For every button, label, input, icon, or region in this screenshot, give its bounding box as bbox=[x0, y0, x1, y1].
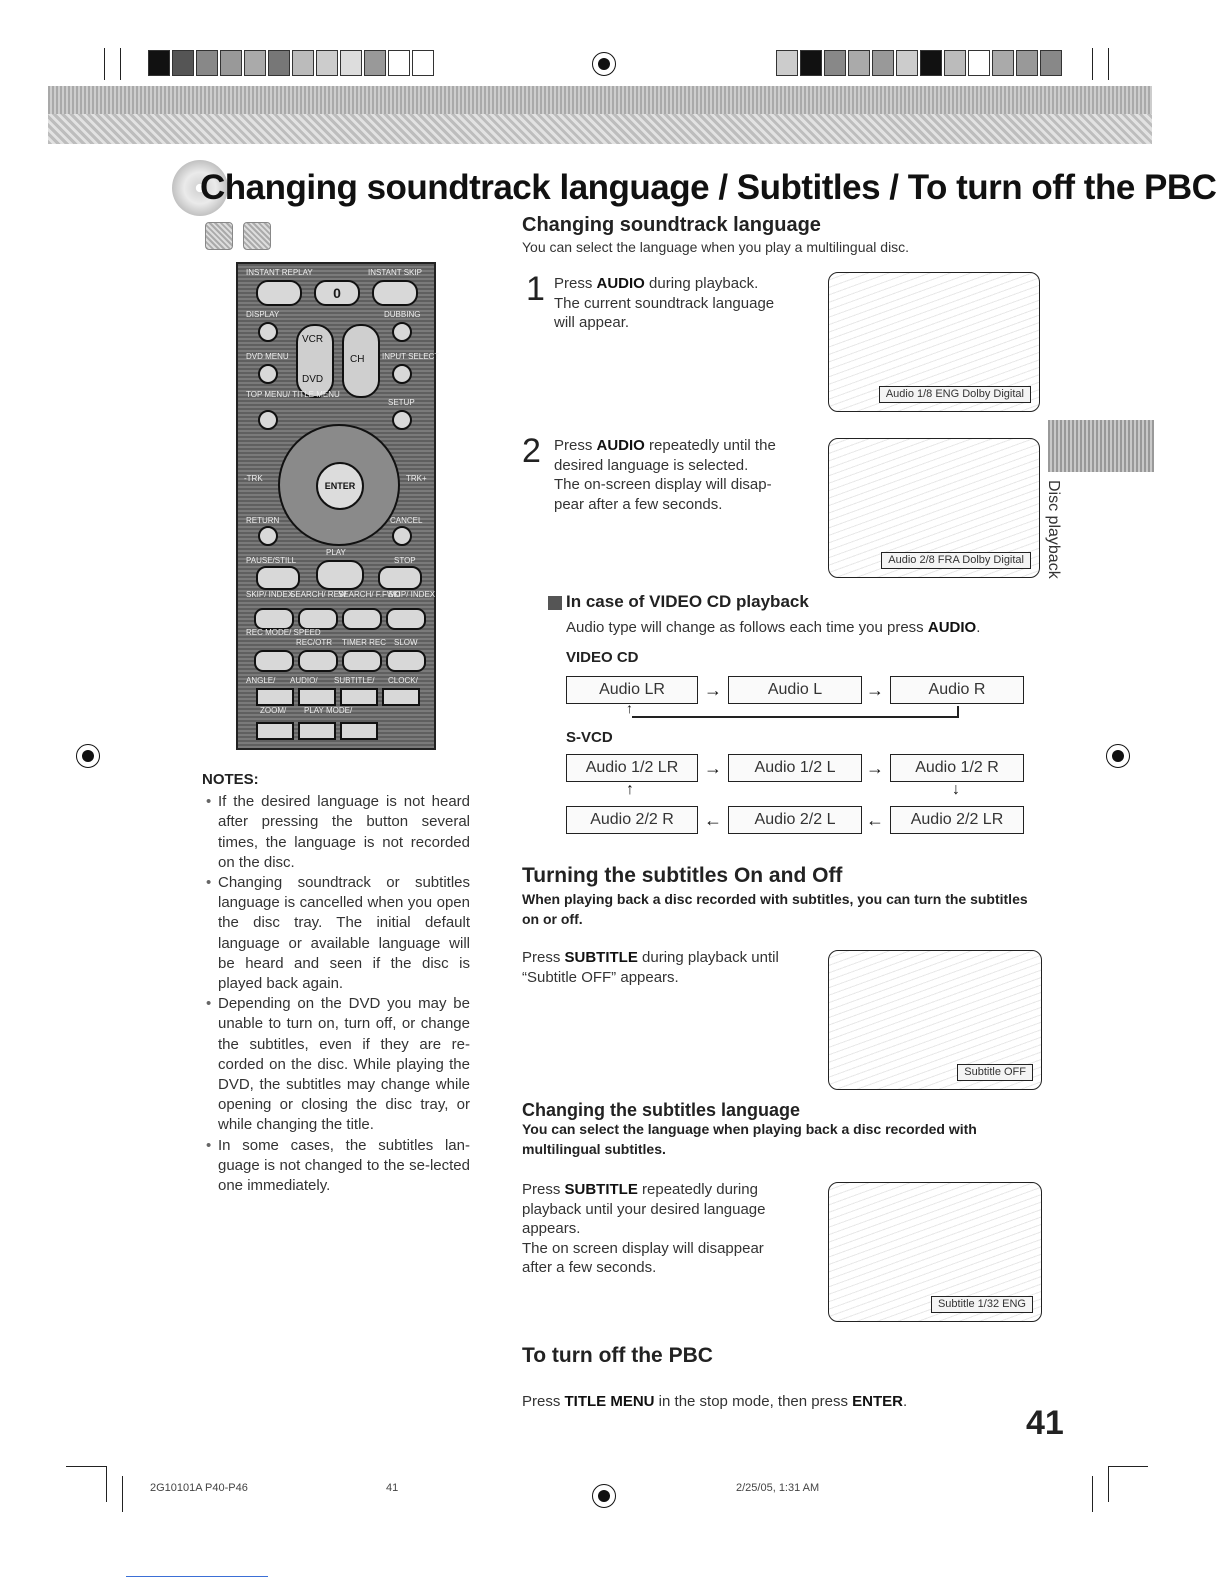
vcd-format-icon bbox=[243, 222, 271, 250]
remote-label: INSTANT SKIP bbox=[368, 268, 422, 277]
page-title: Changing soundtrack language / Subtitles / To turn off the PBC bbox=[200, 168, 1217, 207]
arrow-right-icon: → bbox=[704, 758, 722, 778]
subtitle-language-heading: Changing the subtitles language bbox=[522, 1100, 801, 1120]
audio-mode-box: Audio 2/2 L bbox=[728, 806, 862, 834]
crop-mark bbox=[120, 48, 121, 80]
osd-label: Subtitle 1/32 ENG bbox=[931, 1296, 1033, 1313]
dvd-format-icon bbox=[205, 222, 233, 250]
play-button-icon bbox=[316, 560, 364, 590]
section-tab bbox=[1048, 420, 1154, 472]
crop-mark bbox=[1108, 1466, 1148, 1467]
crop-mark bbox=[106, 1466, 107, 1502]
tv-screen-subtitle-off bbox=[828, 950, 1042, 1090]
record-button-icon bbox=[298, 650, 338, 672]
remote-label: DVD MENU bbox=[246, 352, 289, 361]
crop-mark bbox=[1108, 48, 1109, 80]
footer-page: 41 bbox=[386, 1482, 399, 1494]
enter-button-icon bbox=[316, 462, 364, 510]
remote-label: TRK+ bbox=[406, 474, 427, 483]
header-band-pattern bbox=[48, 114, 1152, 144]
audio-button-icon bbox=[298, 688, 336, 706]
crop-mark bbox=[122, 1476, 123, 1512]
remote-label: SUBTITLE/ bbox=[334, 676, 375, 685]
dubbing-button-icon bbox=[392, 322, 412, 342]
audio-mode-box: Audio 1/2 R bbox=[890, 754, 1024, 782]
remote-label: INPUT SELECT bbox=[382, 352, 440, 361]
crop-mark bbox=[1092, 1476, 1093, 1512]
notes-section bbox=[202, 770, 470, 1196]
vcd-heading: In case of VIDEO CD playback bbox=[566, 592, 809, 611]
arrow-right-icon: → bbox=[866, 680, 884, 700]
color-registration-bar-right bbox=[776, 50, 1064, 76]
arrow-right-icon: → bbox=[866, 758, 884, 778]
note-item: • If the desired language is not heard after pressing the button several times, the language is not recorded on the disc. bbox=[206, 792, 470, 873]
pbc-heading: To turn off the PBC bbox=[522, 1344, 713, 1367]
arrow-down-icon: ↓ bbox=[952, 781, 960, 798]
arrow-up-icon: ↑ bbox=[626, 781, 634, 798]
enter-label: ENTER bbox=[324, 481, 356, 491]
footer-underline bbox=[126, 1576, 268, 1577]
arrow-left-icon: ← bbox=[704, 810, 722, 830]
audio-mode-box: Audio 2/2 LR bbox=[890, 806, 1024, 834]
audio-mode-box: Audio 1/2 LR bbox=[566, 754, 698, 782]
remote-label: PAUSE/STILL bbox=[246, 556, 297, 565]
remote-label: SEARCH/ F.FWD bbox=[338, 590, 401, 599]
audio-mode-box: Audio 1/2 L bbox=[728, 754, 862, 782]
remote-label: SKIP/ INDEX bbox=[388, 590, 436, 599]
play-mode-button-icon bbox=[298, 722, 336, 740]
remote-label: SKIP/ INDEX bbox=[246, 590, 294, 599]
zero-button-icon bbox=[314, 280, 360, 306]
remote-label: VCR bbox=[302, 334, 324, 345]
remote-label: TOP MENU/ TITLE MENU bbox=[246, 390, 340, 399]
remote-label: SETUP bbox=[388, 398, 415, 407]
soundtrack-heading: Changing soundtrack language bbox=[522, 214, 821, 236]
remote-label: ZOOM/ bbox=[260, 706, 287, 715]
clock-button-icon bbox=[382, 688, 420, 706]
instant-replay-button-icon bbox=[256, 280, 302, 306]
return-button-icon bbox=[258, 526, 278, 546]
loop-line bbox=[632, 716, 958, 718]
footer-timestamp: 2/25/05, 1:31 AM bbox=[736, 1482, 820, 1494]
input-select-button-icon bbox=[392, 364, 412, 384]
arrow-up-icon: ↑ bbox=[626, 700, 633, 716]
osd-label: Audio 1/8 ENG Dolby Digital bbox=[879, 386, 1031, 403]
remote-label: CLOCK/ bbox=[388, 676, 418, 685]
crop-mark bbox=[1092, 48, 1093, 80]
note-item: • Changing soundtrack or subtitles language is cancelled when you open the disc tray. The initial default language or available language will be heard and seen if the disc is played back again. bbox=[206, 873, 470, 994]
remote-label: CH bbox=[350, 354, 365, 365]
step1-text: Press AUDIO during playback. The current soundtrack language will appear. bbox=[554, 275, 775, 331]
timer-rec-button-icon bbox=[342, 650, 382, 672]
tv-screen-audio-1 bbox=[828, 272, 1040, 412]
registration-mark-icon bbox=[592, 52, 616, 76]
subtitle-language-subheading: You can select the language when playing back a disc recorded with multilingual subtitles. bbox=[522, 1121, 977, 1157]
remote-label: REC MODE/ SPEED bbox=[246, 628, 321, 637]
skip-back-button-icon bbox=[254, 608, 294, 630]
tv-screen-subtitle-language bbox=[828, 1182, 1042, 1322]
setup-button-icon bbox=[392, 410, 412, 430]
video-cd-label: VIDEO CD bbox=[566, 649, 639, 666]
notes-title: NOTES: bbox=[202, 771, 259, 788]
title-menu-button-icon bbox=[258, 410, 278, 430]
page-number: 41 bbox=[1026, 1404, 1064, 1442]
repeat-button-icon bbox=[340, 722, 378, 740]
remote-label: ANGLE/ bbox=[246, 676, 276, 685]
subtitles-text: Press SUBTITLE during playback until “Subtitle OFF” appears. bbox=[522, 949, 779, 986]
crop-mark bbox=[104, 48, 105, 80]
vcd-text: Audio type will change as follows each time you press AUDIO. bbox=[566, 619, 981, 636]
remote-control-illustration bbox=[236, 262, 440, 750]
step2-text: Press AUDIO repeatedly until the desired language is selected. The on-screen display will disap- pear after a few seconds. bbox=[554, 437, 776, 513]
remote-label: CANCEL bbox=[390, 516, 423, 525]
loop-line bbox=[957, 706, 959, 718]
svcd-label: S-VCD bbox=[566, 729, 613, 746]
remote-label: -TRK bbox=[244, 474, 263, 483]
square-bullet-icon bbox=[548, 596, 562, 610]
remote-label: DUBBING bbox=[384, 310, 421, 319]
angle-button-icon bbox=[256, 688, 294, 706]
remote-label: RETURN bbox=[246, 516, 280, 525]
cancel-button-icon bbox=[392, 526, 412, 546]
subtitles-heading: Turning the subtitles On and Off bbox=[522, 864, 843, 887]
remote-label: TIMER REC bbox=[342, 638, 386, 647]
pause-button-icon bbox=[256, 566, 300, 590]
remote-label: REC/OTR bbox=[296, 638, 332, 647]
display-button-icon bbox=[258, 322, 278, 342]
fast-forward-button-icon bbox=[342, 608, 382, 630]
audio-mode-box: Audio L bbox=[728, 676, 862, 704]
section-tab-label: Disc playback bbox=[1045, 480, 1062, 579]
soundtrack-intro: You can select the language when you play a multilingual disc. bbox=[522, 239, 910, 255]
osd-label: Subtitle OFF bbox=[957, 1064, 1033, 1081]
registration-mark-icon bbox=[592, 1484, 616, 1508]
remote-label: STOP bbox=[394, 556, 416, 565]
color-registration-bar-left bbox=[148, 50, 436, 76]
arrow-right-icon: → bbox=[704, 680, 722, 700]
note-item: • Depending on the DVD you may be unable to turn on, turn off, or change the subtitles, even if they are re-corded on the disc. While playing the DVD, the subtitles may change while opening or closing the disc tray, or while changing the title. bbox=[206, 994, 470, 1135]
skip-forward-button-icon bbox=[386, 608, 426, 630]
remote-label: DISPLAY bbox=[246, 310, 280, 319]
rewind-button-icon bbox=[298, 608, 338, 630]
remote-label: PLAY MODE/ bbox=[304, 706, 353, 715]
footer-file-id: 2G10101A P40-P46 bbox=[150, 1482, 248, 1494]
dvd-menu-button-icon bbox=[258, 364, 278, 384]
instant-skip-button-icon bbox=[372, 280, 418, 306]
notes-list bbox=[206, 792, 470, 1196]
subtitle-button-icon bbox=[340, 688, 378, 706]
remote-label: PLAY bbox=[326, 548, 346, 557]
audio-mode-box: Audio R bbox=[890, 676, 1024, 704]
registration-mark-icon bbox=[1106, 744, 1130, 768]
remote-label: AUDIO/ bbox=[290, 676, 318, 685]
stop-button-icon bbox=[378, 566, 422, 590]
note-item: • In some cases, the subtitles lan-guage is not changed to the se-lected one immediately. bbox=[206, 1136, 470, 1197]
rec-mode-button-icon bbox=[254, 650, 294, 672]
crop-mark bbox=[1108, 1466, 1109, 1502]
osd-label: Audio 2/8 FRA Dolby Digital bbox=[881, 552, 1031, 569]
step-number: 1 bbox=[526, 270, 545, 308]
step-number: 2 bbox=[522, 432, 541, 470]
audio-mode-box: Audio 2/2 R bbox=[566, 806, 698, 834]
arrow-left-icon: ← bbox=[866, 810, 884, 830]
audio-mode-box: Audio LR bbox=[566, 676, 698, 704]
zoom-button-icon bbox=[256, 722, 294, 740]
crop-mark bbox=[66, 1466, 106, 1467]
tv-screen-audio-2 bbox=[828, 438, 1040, 578]
subtitle-language-text: Press SUBTITLE repeatedly during playback until your desired language appears. The on screen display will disappear after a few seconds. bbox=[522, 1181, 766, 1276]
slow-button-icon bbox=[386, 650, 426, 672]
remote-label: DVD bbox=[302, 374, 324, 385]
remote-label: INSTANT REPLAY bbox=[246, 268, 313, 277]
pbc-text: Press TITLE MENU in the stop mode, then press ENTER. bbox=[522, 1393, 908, 1410]
remote-label: SEARCH/ REW bbox=[290, 590, 347, 599]
zero-key-label: 0 bbox=[333, 285, 341, 301]
registration-mark-icon bbox=[76, 744, 100, 768]
subtitles-subheading: When playing back a disc recorded with subtitles, you can turn the subtitles on or off. bbox=[522, 891, 1028, 927]
remote-label: SLOW bbox=[394, 638, 418, 647]
